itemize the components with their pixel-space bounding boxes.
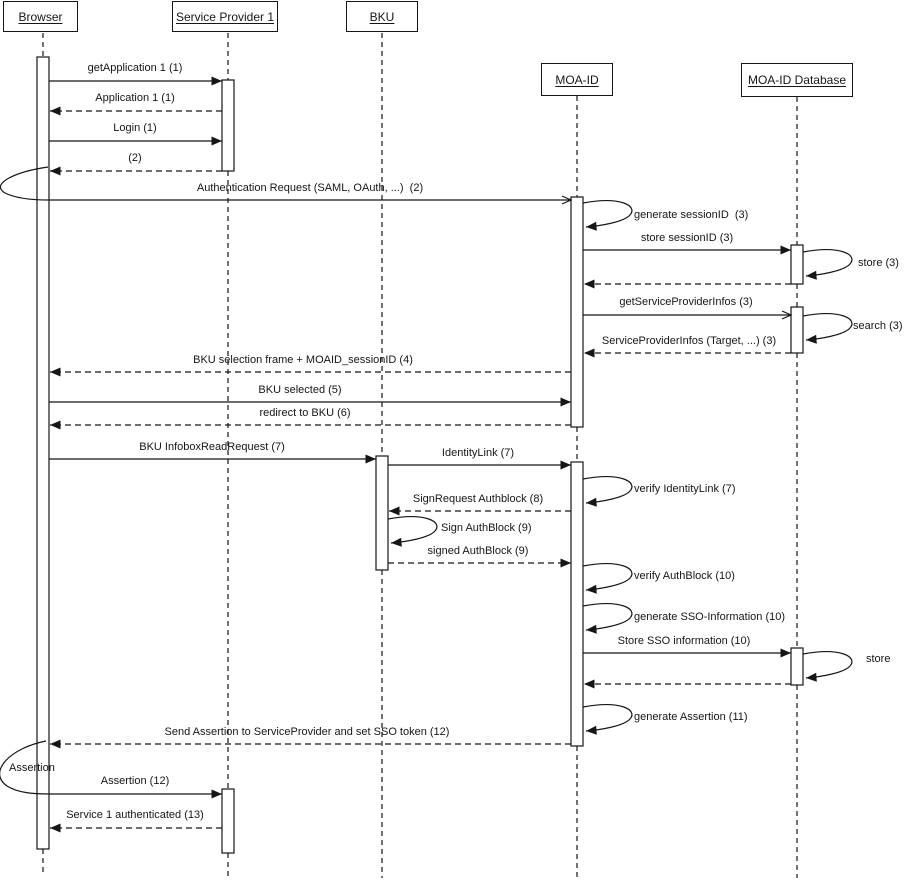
loop-store-3 xyxy=(803,250,852,276)
message-label: Login (1) xyxy=(113,122,157,134)
activation-moa-id-2 xyxy=(571,462,583,746)
message-label: generate SSO-Information (10) xyxy=(634,611,786,623)
message-label: signed AuthBlock (9) xyxy=(427,545,529,557)
message-label: (2) xyxy=(128,152,142,164)
activation-db-1 xyxy=(791,245,803,284)
activation-service-provider-2 xyxy=(222,789,234,853)
loop-verify-identitylink xyxy=(583,477,632,503)
message-label: Assertion (12) xyxy=(100,775,170,787)
loop-search-3 xyxy=(803,314,852,340)
activation-db-2 xyxy=(791,307,803,353)
participant-label: MOA-ID xyxy=(555,72,599,87)
message-label: Authentication Request (SAML, OAuth, ...) (2) xyxy=(196,182,424,194)
self-loops xyxy=(388,201,852,731)
message-label: Send Assertion to ServiceProvider and set SSO token (12) xyxy=(164,726,450,738)
assertion-arc-label: Assertion xyxy=(9,762,55,774)
activation-moa-id-1 xyxy=(571,197,583,427)
participant-label: MOA-ID Database xyxy=(747,73,847,87)
message-label: Sign AuthBlock (9) xyxy=(441,522,532,534)
lifelines xyxy=(43,33,797,878)
message-label: generate Assertion (11) xyxy=(634,711,748,723)
participant-browser xyxy=(3,1,78,32)
loop-verify-authblock xyxy=(583,564,632,590)
participant-service-provider-1 xyxy=(172,1,278,32)
message-label: BKU selection frame + MOAID_sessionID (4) xyxy=(193,354,413,366)
message-label: IdentityLink (7) xyxy=(441,447,515,459)
participant-label: Service Provider 1 xyxy=(175,9,275,24)
message-label: verify IdentityLink (7) xyxy=(634,483,736,495)
participant-moa-id xyxy=(541,63,613,96)
message-label: Service 1 authenticated (13) xyxy=(66,809,204,821)
message-label: Application 1 (1) xyxy=(95,92,175,104)
loop-generate-sso-information xyxy=(583,604,632,630)
activation-service-provider-1 xyxy=(222,80,234,171)
activation-bku xyxy=(376,456,388,570)
participant-label: BKU xyxy=(369,9,395,24)
loop-sign-authblock xyxy=(388,517,437,543)
message-label: store (3) xyxy=(858,257,899,269)
loop-generate-sessionid xyxy=(583,201,632,227)
message-label: BKU selected (5) xyxy=(258,384,342,396)
message-label: SignRequest Authblock (8) xyxy=(412,493,544,505)
participant-bku xyxy=(346,1,418,32)
message-label: generate sessionID (3) xyxy=(634,209,749,221)
message-label: BKU InfoboxReadRequest (7) xyxy=(139,441,285,453)
activation-db-3 xyxy=(791,648,803,685)
loop-generate-assertion xyxy=(583,705,632,731)
message-label: redirect to BKU (6) xyxy=(259,407,351,419)
message-label: ServiceProviderInfos (Target, ...) (3) xyxy=(601,335,777,347)
loop-store xyxy=(803,652,852,678)
message-label: Store SSO information (10) xyxy=(617,635,751,647)
message-label: store xyxy=(866,653,891,665)
message-label: search (3) xyxy=(853,320,903,332)
message-label: verify AuthBlock (10) xyxy=(634,570,735,582)
message-label: getServiceProviderInfos (3) xyxy=(619,296,753,308)
participant-label: Browser xyxy=(18,9,63,24)
message-label: getApplication 1 (1) xyxy=(87,62,183,74)
activation-browser xyxy=(37,57,49,849)
participant-moa-id-database xyxy=(741,63,853,97)
message-label: store sessionID (3) xyxy=(640,232,734,244)
